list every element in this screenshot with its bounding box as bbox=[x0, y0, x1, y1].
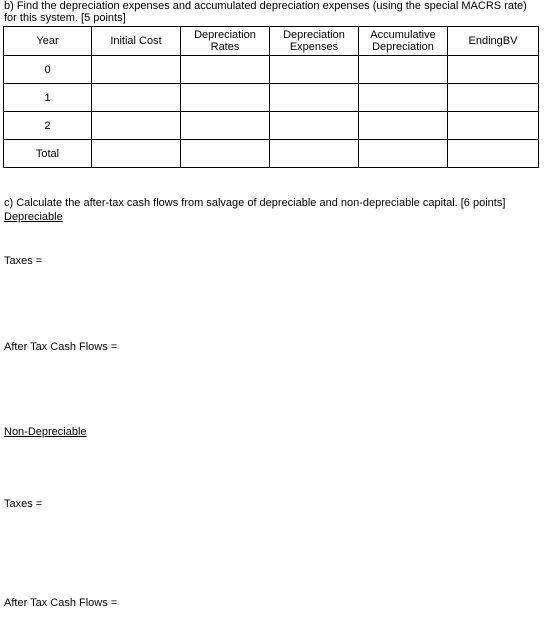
table-cell[interactable] bbox=[359, 56, 448, 84]
atcf-label-depreciable: After Tax Cash Flows = bbox=[4, 341, 118, 353]
table-cell[interactable] bbox=[448, 112, 539, 140]
table-cell[interactable] bbox=[448, 56, 539, 84]
table-cell[interactable] bbox=[92, 112, 181, 140]
table-row bbox=[4, 112, 539, 140]
atcf-label-non-depreciable: After Tax Cash Flows = bbox=[4, 597, 118, 609]
header-accumulative-depreciation: Accumulative Depreciation bbox=[359, 27, 448, 56]
table-cell[interactable] bbox=[181, 84, 270, 112]
depreciation-table bbox=[3, 26, 539, 168]
taxes-label-depreciable: Taxes = bbox=[4, 255, 43, 267]
table-cell[interactable] bbox=[270, 84, 359, 112]
year-cell: 1 bbox=[4, 84, 92, 112]
taxes-label-non-depreciable: Taxes = bbox=[4, 498, 43, 510]
non-depreciable-heading: Non-Depreciable bbox=[4, 426, 87, 438]
table-cell[interactable] bbox=[181, 140, 270, 168]
total-label-cell: Total bbox=[4, 140, 92, 168]
table-cell[interactable] bbox=[92, 140, 181, 168]
table-total-row bbox=[4, 140, 539, 168]
table-cell[interactable] bbox=[270, 56, 359, 84]
table-cell[interactable] bbox=[270, 112, 359, 140]
table-cell[interactable] bbox=[359, 112, 448, 140]
question-b-text: b) Find the depreciation expenses and accumulated depreciation expenses (using the special MACRS rate) for this system. [5 points] bbox=[4, 0, 527, 24]
table-cell[interactable] bbox=[92, 56, 181, 84]
year-cell: 2 bbox=[4, 112, 92, 140]
header-initial-cost: Initial Cost bbox=[92, 27, 181, 56]
header-ending-bv: EndingBV bbox=[448, 27, 539, 56]
table-cell[interactable] bbox=[181, 56, 270, 84]
table-cell[interactable] bbox=[359, 140, 448, 168]
question-c-text: c) Calculate the after-tax cash flows from salvage of depreciable and non-depreciable capital. [6 points] bbox=[4, 197, 506, 209]
table-cell[interactable] bbox=[270, 140, 359, 168]
table-header-row bbox=[4, 27, 539, 56]
table-row bbox=[4, 84, 539, 112]
table-cell[interactable] bbox=[181, 112, 270, 140]
table-cell[interactable] bbox=[448, 84, 539, 112]
year-cell: 0 bbox=[4, 56, 92, 84]
depreciable-heading: Depreciable bbox=[4, 211, 63, 223]
header-depreciation-rates: Depreciation Rates bbox=[181, 27, 270, 56]
table-cell[interactable] bbox=[92, 84, 181, 112]
table-row bbox=[4, 56, 539, 84]
header-depreciation-expenses: Depreciation Expenses bbox=[270, 27, 359, 56]
table-cell[interactable] bbox=[359, 84, 448, 112]
header-year: Year bbox=[4, 27, 92, 56]
table-cell[interactable] bbox=[448, 140, 539, 168]
